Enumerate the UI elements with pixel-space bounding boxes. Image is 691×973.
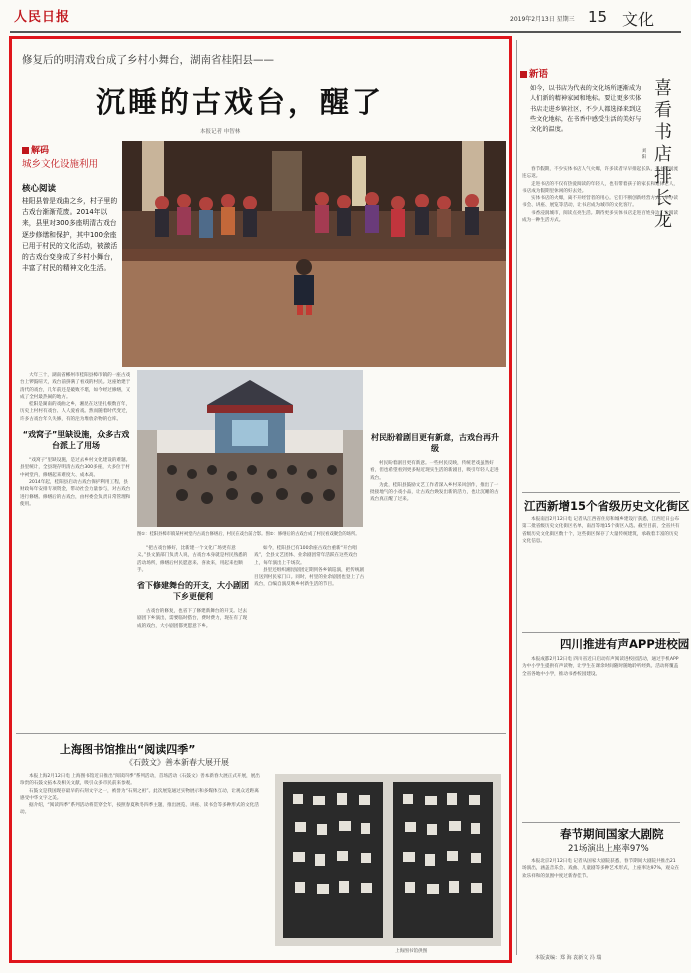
- article-column-1: [20, 372, 132, 508]
- jiangxi-text: [522, 516, 680, 545]
- photo-stage-night: [137, 370, 363, 527]
- decode-icon: [22, 147, 29, 154]
- article-headline: 沉睡的古戏台，醒了: [96, 85, 385, 119]
- section-name: 文化: [622, 10, 655, 29]
- paragraph: 本报成都2月12日电 四川省近日启动有声阅读进校园活动，通过手机APP为中小学生提供有声读物，让学生在课余时间随时随地聆听经典。活动将覆盖全省各地中小学，推动书香校园建设。: [522, 657, 679, 677]
- paragraph: 县里还组织湘昆剧团定期到各乡镇巡演，把传统剧目送到村民家门口。同时，村里的业余剧团也登上了古戏台，自编自演反映乡村新生活的节目。: [254, 567, 365, 588]
- core-reading-label: 核心阅读: [22, 184, 57, 194]
- masthead-logo: 人民日报: [14, 10, 71, 25]
- new-words-label: 新语: [520, 66, 548, 80]
- paragraph: 走进书店的不仅有热爱阅读的年轻人，也有带着孩子的家长和退休老人，书店成为假期里休闲的好去处。: [522, 181, 679, 194]
- paragraph: 为此，桂阳县鼓励文艺工作者深入乡村采风创作，推出了一批接地气的小戏小品，让古戏台焕发出新的活力，也让沉睡的古戏台真正醒了过来。: [370, 482, 499, 503]
- library-text: [20, 773, 260, 817]
- sichuan-text: [522, 656, 680, 678]
- new-words-icon: [520, 71, 527, 78]
- article-column-3: [254, 545, 366, 589]
- paragraph: 如今，桂阳县已有100余座古戏台重新“开台唱戏”，全县文艺团体、业余剧团常年活跃在这些戏台上，每年演出上千场次。: [254, 546, 358, 566]
- paragraph: 2014年起，桂阳县启动古戏台保护利用工程，县财政每年安排专项资金，带动社会力量参与，对古戏台进行修缮。修缮后的古戏台，由村委会负责日常管理和使用。: [20, 479, 131, 507]
- article-column-2: [137, 545, 249, 630]
- divider: [522, 822, 680, 823]
- ncpa-headline: 春节期间国家大剧院: [560, 827, 664, 841]
- sichuan-headline: 四川推进有声APP进校园: [560, 637, 690, 651]
- ncpa-text: [522, 858, 680, 880]
- divider: [522, 492, 680, 493]
- article-kicker: 修复后的明清戏台成了乡村小舞台，湖南省桂阳县——: [22, 54, 274, 66]
- paragraph: “戏窝子”里缺设施，是过去乡村文化建设的难题。县里统计，全县现存明清古戏台300多座，大多位于村中祠堂内，修缮起来难度大、成本高。: [20, 458, 131, 478]
- paragraph: 本报北京2月12日电 记者从国家大剧院获悉，春节期间大剧院共推出21场演出，涵盖音乐会、戏曲、儿童剧等多种艺术形式，上座率达97%，观众在欢乐祥和的氛围中度过新春佳节。: [522, 859, 680, 879]
- core-reading-text: 桂阳县曾是戏曲之乡，村子里的古戏台渐渐荒废。2014年以来，县里对300多座明清古戏台逐步修缮和保护，其中100余座已用于村民的文化活动，被激活的古戏台变身成了乡村小舞台，丰富了村民的精神文化生活。: [22, 197, 118, 273]
- paragraph: 大年三十，湖南省郴州市桂阳县樟市镇的一座古戏台上锣鼓喧天，戏台前挤满了看戏的村民。这座始建于清代的戏台，几年前还是破败不堪，如今经过修缮，又成了全村最热闹的地方。: [20, 373, 131, 400]
- article-byline: 本报记者 申智林: [200, 129, 241, 135]
- page-number: 15: [588, 8, 608, 26]
- ncpa-subheadline: 21场演出上座率97%: [568, 844, 649, 854]
- page-editors: 本版责编：郑 海 袁新文 冯 瑞: [535, 955, 602, 961]
- section-subhead: “戏窝子”里缺设施，众多古戏台派上了用场: [22, 430, 130, 451]
- paragraph: 本报上海2月12日电 上海图书馆近日推出“阅读四季”系列活动，首场活动《石鼓文》善本新春大展正式开展，展出珍贵的石鼓文拓本及相关文献，吸引众多市民前来参观。: [20, 774, 260, 787]
- paragraph: 村民盼着剧目更有新意。一些村民反映，传统老戏虽然好看，但也希望看到更多贴近现实生活的新剧目，吸引年轻人走进戏台。: [370, 461, 499, 481]
- decode-subtitle: 城乡文化设施利用: [22, 159, 99, 170]
- decode-label: 解码: [22, 143, 49, 156]
- opinion-author: 刘 阳: [641, 148, 646, 159]
- paragraph: 本报南昌2月12日电 记者从江西省住房和城乡建设厅获悉，江西近日公布第二批省级历史文化街区名单，南昌等地15个街区入选。截至目前，全省共有省级历史文化街区数十个，这些街区保存了大量传统建筑，承载着丰富的历史文化信息。: [522, 517, 680, 544]
- paragraph: 古戏台的修复，也省下了修建新舞台的开支。过去剧团下乡演出，需要临时搭台，费时费力，现在有了现成的戏台，大小剧团都更愿意下乡。: [137, 609, 248, 629]
- stone-drum-rubbing-image: [275, 774, 501, 946]
- paragraph: 春节假期，不少实体书店人气火爆，许多读者早早排起长队，在书架间流连忘返。: [522, 167, 679, 180]
- library-subheadline: 《石鼓文》善本新春大展开展: [125, 758, 229, 767]
- image-credit: 上海图书馆供图: [395, 949, 428, 954]
- column-divider: [516, 40, 517, 955]
- paragraph: “把古戏台修好，比新建一个文化广场更有意义。”县文旅部门负责人说，古戏台本身就是村民熟悉的活动场所，修缮后村民愿意来、喜欢来，用起来也顺手。: [137, 546, 248, 573]
- issue-date: 2019年2月13日 星期三: [510, 16, 575, 23]
- paragraph: 桂阳是湖南的戏曲之乡，湘昆在这里扎根数百年，历史上村村有戏台、人人爱看戏。然而随着时代变迁，许多古戏台年久失修，有的沦为堆放杂物的仓库。: [20, 402, 131, 422]
- article-column-4: [370, 372, 500, 504]
- jiangxi-headline: 江西新增15个省级历史文化街区: [524, 499, 690, 513]
- paragraph: 书香浸润城市，阅读点亮生活。期待更多实体书店走进百姓身边，让阅读成为一种生活方式。: [522, 210, 679, 224]
- section-subhead: 省下修建舞台的开支，大小剧团下乡更便利: [137, 581, 249, 602]
- paragraph: 实体书店的火爆，离不开经营者的用心。它们不断创新经营方式，举办读书会、讲座、展览等活动，让书店成为城市的文化客厅。: [522, 196, 679, 209]
- section-subhead: 村民盼着剧目更有新意，古戏台再升级: [371, 433, 499, 453]
- photo-stage-villagers: [122, 141, 506, 367]
- divider: [522, 632, 680, 633]
- divider: [16, 733, 506, 734]
- paragraph: 据介绍，“阅读四季”系列活动将贯穿全年，按照春夏秋冬四季主题，推出展览、讲座、读书会等多种形式的文化活动。: [20, 803, 259, 816]
- photo-caption: 图①：桂阳县樟市镇某村祠堂内古戏台修缮后，村民在戏台前合影。图②：修缮后的古戏台成了村民看戏聚会的场所。: [137, 532, 360, 537]
- library-headline: 上海图书馆推出“阅读四季”: [60, 743, 196, 756]
- header-rule: [10, 31, 681, 33]
- opinion-vertical-title: 喜看书店排长龙: [654, 78, 672, 231]
- opinion-summary: 如今，以书店为代表的文化场所逐渐成为人们新的精神家园和地标。要让更多实体书店走进乡镇社区，不少人都选择来到这些文化地标，在书香中感受生活的美好与文化的温度。: [530, 85, 642, 134]
- opinion-body: [522, 166, 680, 224]
- paragraph: 石鼓文是我国现存最早的石刻文字之一，被誉为“石刻之祖”。此次展览通过实物展示和多媒体互动，让观众近距离感受中华文字之美。: [20, 788, 259, 801]
